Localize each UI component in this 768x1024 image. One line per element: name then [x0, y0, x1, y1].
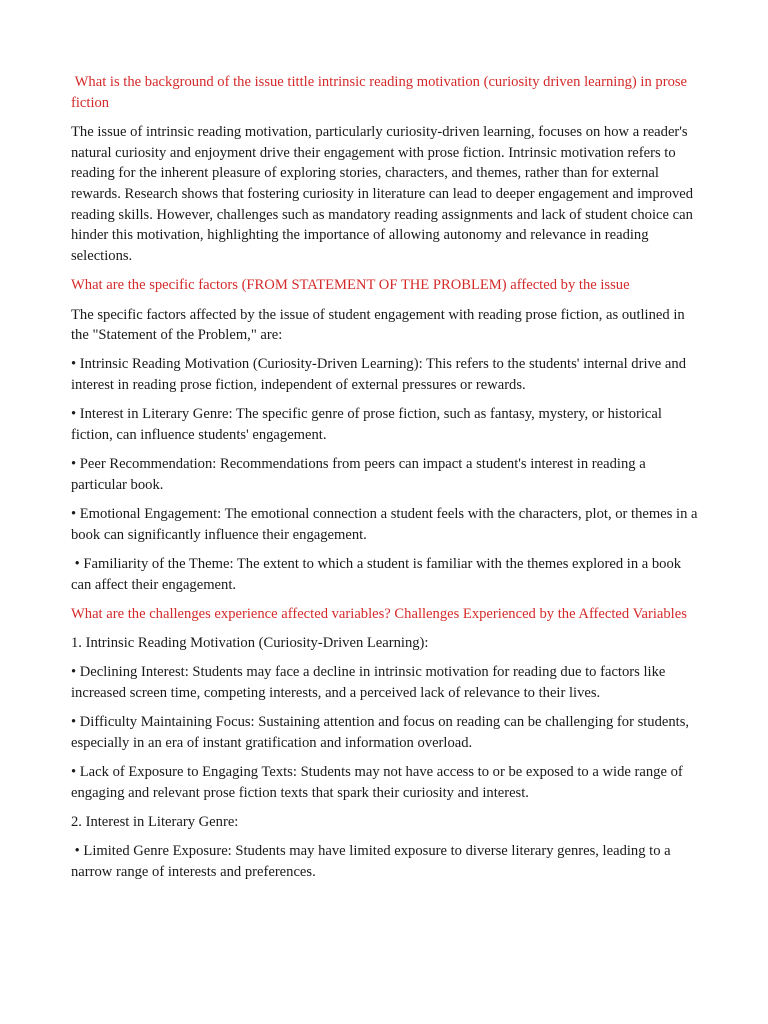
- answer-background: The issue of intrinsic reading motivation, particularly curiosity-driven learning, focuses on how a reader's natural curiosity and enjoyment drive their engagement with prose fiction. Intrinsic motivation refers to reading for the inherent pleasure of exploring stories, characters, and themes, rather than for external rewards. Research shows that fostering curiosity in literature can lead to deeper engagement and improved reading skills. However, challenges such as mandatory reading assignments and lack of student choice can hinder this motivation, highlighting the importance of allowing autonomy and relevance in reading selections.: [71, 123, 697, 265]
- bullet-peer-recommendation: • Peer Recommendation: Recommendations from peers can impact a student's interest in reading a particular book.: [71, 456, 650, 493]
- question-background: What is the background of the issue tittle intrinsic reading motivation (curiosity driven learning) in prose fiction: [71, 74, 691, 111]
- bullet-maintaining-focus: • Difficulty Maintaining Focus: Sustaining attention and focus on reading can be challenging for students, especially in an era of instant gratification and information overload.: [71, 714, 693, 751]
- bullet-familiarity-theme: • Familiarity of the Theme: The extent to which a student is familiar with the themes explored in a book can affect their engagement.: [71, 556, 685, 593]
- question-specific-factors: What are the specific factors (FROM STATEMENT OF THE PROBLEM) affected by the issue: [71, 277, 630, 294]
- heading-intrinsic-motivation: 1. Intrinsic Reading Motivation (Curiosity-Driven Learning):: [71, 635, 429, 652]
- bullet-emotional-engagement: • Emotional Engagement: The emotional connection a student feels with the characters, plot, or themes in a book can significantly influence their engagement.: [71, 506, 702, 543]
- bullet-literary-genre: • Interest in Literary Genre: The specific genre of prose fiction, such as fantasy, mystery, or historical fiction, can influence students' engagement.: [71, 406, 666, 444]
- bullet-limited-genre-exposure: • Limited Genre Exposure: Students may have limited exposure to diverse literary genres, leading to a narrow range of interests and preferences.: [71, 843, 675, 880]
- document-page: [71, 72, 702, 891]
- bullet-declining-interest: • Declining Interest: Students may face a decline in intrinsic motivation for reading due to factors like increased screen time, competing interests, and a perceived lack of relevance to their lives.: [71, 664, 670, 702]
- bullet-lack-of-exposure: • Lack of Exposure to Engaging Texts: Students may not have access to or be exposed to a wide range of engaging and relevant prose fiction texts that spark their curiosity and interest.: [71, 764, 687, 801]
- answer-specific-factors-intro: The specific factors affected by the issue of student engagement with reading prose fiction, as outlined in the "Statement of the Problem," are:: [71, 306, 689, 344]
- heading-literary-genre: 2. Interest in Literary Genre:: [71, 814, 239, 831]
- question-challenges: What are the challenges experience affected variables? Challenges Experienced by the Affected Variables: [71, 605, 687, 622]
- bullet-intrinsic-motivation: • Intrinsic Reading Motivation (Curiosity-Driven Learning): This refers to the students' internal drive and interest in reading prose fiction, independent of external pressures or rewards.: [71, 356, 690, 394]
